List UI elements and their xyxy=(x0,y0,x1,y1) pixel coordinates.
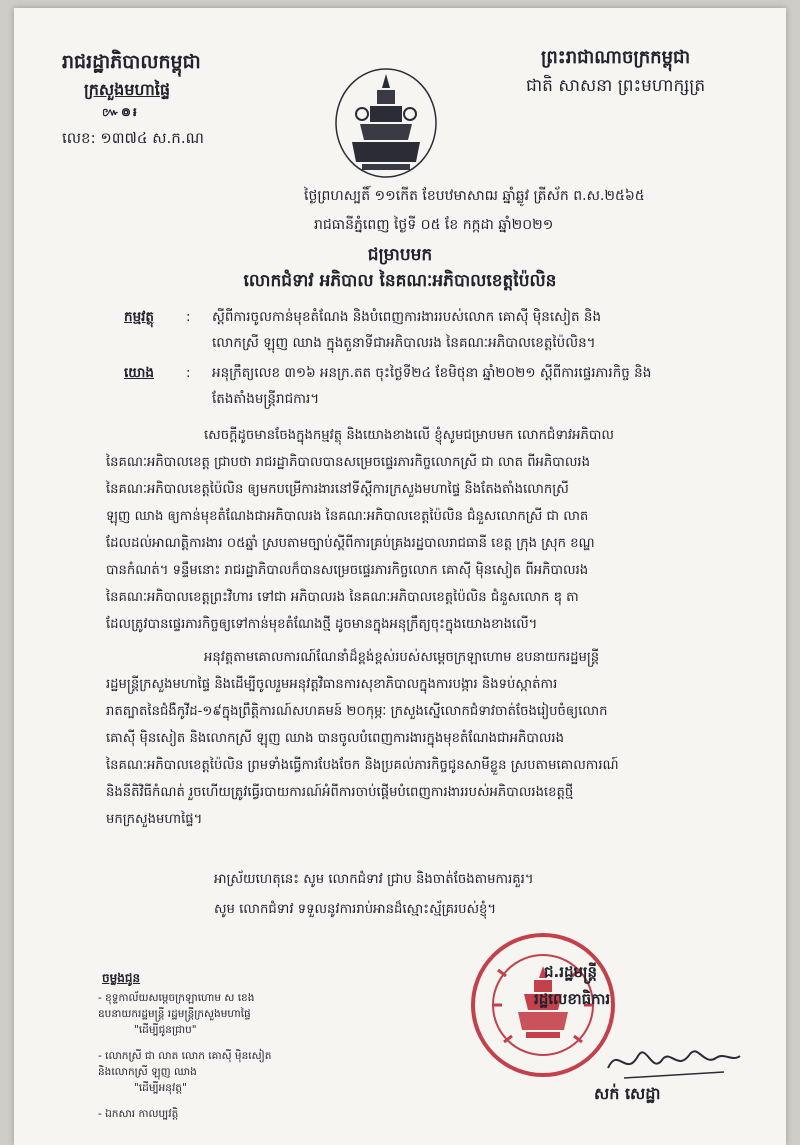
cc-item: និងលោកស្រី ឡុញ ឈាង xyxy=(98,1066,197,1078)
closing-line-1: អាស្រ័យហេតុនេះ សូម លោកជំទាវ ជ្រាប និងចាត់ចែងតាមការគួរ។ xyxy=(214,872,534,887)
recipient-name: លោកជំទាវ អភិបាល នៃគណៈអភិបាលខេត្តប៉ៃលិន xyxy=(243,271,557,291)
signatory-title-1: ជ.រដ្ឋមន្ត្រី xyxy=(544,963,598,981)
cc-item: "ដើម្បីអនុវត្ត" xyxy=(134,1082,187,1094)
subject-row: កម្មវត្ថុ : ស្តីពីការចូលកាន់មុខតំណែង និងបំពេញការងាររបស់លោក គោស៊ី ម៉ិនសៀត និង xyxy=(124,304,601,330)
reference-row: យោង : អនុក្រឹត្យលេខ ៣១៦ អនក្រ.តត ចុះថ្ងៃទី២៤ ខែមិថុនា ឆ្នាំ២០២១ ស្តីពីការផ្ទេរភារកិច្ច និង xyxy=(124,360,651,386)
paragraph-2-line: មកក្រសួងមហាផ្ទៃ។ xyxy=(106,812,203,827)
paragraph-1-line: ដែលដល់អាណត្តិការងារ ០៥ឆ្នាំ ស្របតាមច្បាប់ស្តីពីការគ្រប់គ្រងរដ្ឋបាលរាជធានី ខេត្ត ក្រុង ស្រុក ខណ្ឌ xyxy=(106,536,595,551)
closing-line-2: សូម លោកជំទាវ ទទួលនូវការរាប់អានដ៏ស្មោះស្ម័គ្ររបស់ខ្ញុំ។ xyxy=(214,902,497,917)
ornament: ៚៙៛ xyxy=(102,105,139,119)
paragraph-1-line: សេចក្តីដូចមានចែងក្នុងកម្មវត្ថុ និងយោងខាងលើ ខ្ញុំសូមជម្រាបមក លោកជំទាវអភិបាល xyxy=(204,428,614,443)
cc-item: "ដើម្បីជូនជ្រាប" xyxy=(134,1024,197,1036)
paragraph-2-line: អនុវត្តតាមគោលការណ៍ណែនាំដ៏ខ្ពង់ខ្ពស់របស់សម្តេចក្រឡាហោម ឧបនាយករដ្ឋមន្ត្រី xyxy=(204,650,600,665)
national-motto: ជាតិ សាសនា ព្រះមហាក្សត្រ xyxy=(526,76,706,96)
signatory-title-2: រដ្ឋលេខាធិការ xyxy=(534,990,611,1008)
recipient-label: ជម្រាបមក xyxy=(367,245,433,265)
paragraph-1-line: នៃគណៈអភិបាលខេត្ត ជ្រាបថា រាជរដ្ឋាភិបាលបានសម្រេចផ្ទេរភារកិច្ចលោកស្រី ជា លាត ពីអភិបាលរង xyxy=(106,455,590,470)
subject-line-1: ស្តីពីការចូលកាន់មុខតំណែង និងបំពេញការងាររបស់លោក គោស៊ី ម៉ិនសៀត និង xyxy=(212,309,602,325)
reference-line-2: តែងតាំងមន្ត្រីរាជការ។ xyxy=(212,391,320,407)
handwritten-signature-icon xyxy=(604,1038,744,1084)
paragraph-1-line: បានកំណត់។ ទន្ទឹមនោះ រាជរដ្ឋាភិបាលក៏បានសម្រេចផ្ទេរភារកិច្ចលោក គោស៊ី ម៉ិនសៀត ពីអភិបាលរង xyxy=(106,563,589,578)
government-name: រាជរដ្ឋាភិបាលកម្ពុជា xyxy=(62,51,201,73)
solar-date: រាជធានីភ្នំពេញ ថ្ងៃទី ០៥ ខែ កក្កដា ឆ្នាំ២០២១ xyxy=(314,217,554,233)
header-right xyxy=(526,44,705,100)
reference-line-1: អនុក្រឹត្យលេខ ៣១៦ អនក្រ.តត ចុះថ្ងៃទី២៤ ខែមិថុនា ឆ្នាំ២០២១ ស្តីពីការផ្ទេរភារកិច្ច និង xyxy=(212,365,652,381)
paragraph-2-line: គោស៊ី ម៉ិនសៀត និងលោកស្រី ឡុញ ឈាង បានចូលបំពេញការងារក្នុងមុខតំណែងជាអភិបាលរង xyxy=(106,731,564,746)
ministry-name: ក្រសួងមហាផ្ទៃ xyxy=(84,80,171,99)
reference-number: លេខ: ១៣៧៤ ស.ក.ណ xyxy=(62,129,204,147)
paragraph-2-line: រាតត្បាតនៃជំងឺកូវីដ-១៩ក្នុងព្រឹត្តិការណ៍សហគមន៍ ២០កុម្ភៈ ក្រសួងស្នើលោកជំទាវចាត់ចែងរៀបចំឲ្យលោក xyxy=(106,704,608,719)
lunar-date: ថ្ងៃព្រហស្បតិ៍ ១១កើត ខែបឋមាសាឍ ឆ្នាំឆ្លូវ ត្រីស័ក ព.ស.២៥៦៥ xyxy=(304,188,645,204)
cc-item: ឧបនាយករដ្ឋមន្ត្រី រដ្ឋមន្ត្រីក្រសួងមហាផ្ទៃ xyxy=(98,1008,251,1020)
royal-emblem-icon xyxy=(332,66,440,180)
subject-label: កម្មវត្ថុ xyxy=(124,309,154,325)
paragraph-1-line: ឡុញ ឈាង ឲ្យកាន់មុខតំណែងជាអភិបាលរង នៃគណៈអភិបាលខេត្តប៉ៃលិន ជំនួសលោកស្រី ជា លាត xyxy=(106,509,589,524)
paragraph-2-line: នៃគណៈអភិបាលខេត្តប៉ៃលិន ព្រមទាំងធ្វើការបែងចែក និងប្រគល់ភារកិច្ចជូនសាមីខ្លួន ស្របតាមគោលការណ៍ xyxy=(106,758,619,773)
paragraph-1-line: នៃគណៈអភិបាលខេត្តព្រះវិហារ ទៅជា អភិបាលរង នៃគណៈអភិបាលខេត្តប៉ៃលិន ជំនួសលោក ឌុ តា xyxy=(106,590,579,605)
paragraph-1-line: នៃគណៈអភិបាលខេត្តប៉ៃលិន ឲ្យមកបម្រើការងារនៅទីស្តីការក្រសួងមហាផ្ទៃ និងតែងតាំងលោកស្រី xyxy=(106,482,569,497)
letter-page xyxy=(14,8,786,1145)
paragraph-1-line: ដែលត្រូវបានផ្ទេរភារកិច្ចឲ្យទៅកាន់មុខតំណែងថ្មី ដូចមានក្នុងអនុក្រឹត្យចុះក្នុងយោងខាងលើ។ xyxy=(106,617,538,632)
cc-title: ចម្លងជូន xyxy=(102,971,141,985)
cc-item: - លោកស្រី ជា លាត លោក គោស៊ី ម៉ិនសៀត xyxy=(98,1050,272,1062)
subject-line-2: លោកស្រី ឡុញ ឈាង ក្នុងតួនាទីជាអភិបាលរង នៃគណៈអភិបាលខេត្តប៉ៃលិន។ xyxy=(212,335,596,351)
kingdom-name: ព្រះរាជាណាចក្រកម្ពុជា xyxy=(541,47,691,68)
cc-item: - ឯកសារ កាលប្បវត្តិ xyxy=(98,1108,179,1120)
paragraph-2-line: រដ្ឋមន្ត្រីក្រសួងមហាផ្ទៃ និងដើម្បីចូលរួមអនុវត្តវិធានការសុខាភិបាលក្នុងការបង្ការ និងទប់ស្កាត់ការ xyxy=(106,677,558,692)
paragraph-2-line: និងនីតិវិធីកំណត់ រួចហើយត្រូវធ្វើរបាយការណ៍អំពីការចាប់ផ្តើមបំពេញការងាររបស់អភិបាលរងខេត្តថ្មី xyxy=(106,785,574,800)
header-left xyxy=(62,48,204,152)
signatory-name: សក់ សេដ្ឋា xyxy=(594,1084,661,1103)
reference-label: យោង xyxy=(124,365,154,381)
cc-item: - ខុទ្ទកាល័យសម្តេចក្រឡាហោម ស ខេង xyxy=(98,992,255,1004)
